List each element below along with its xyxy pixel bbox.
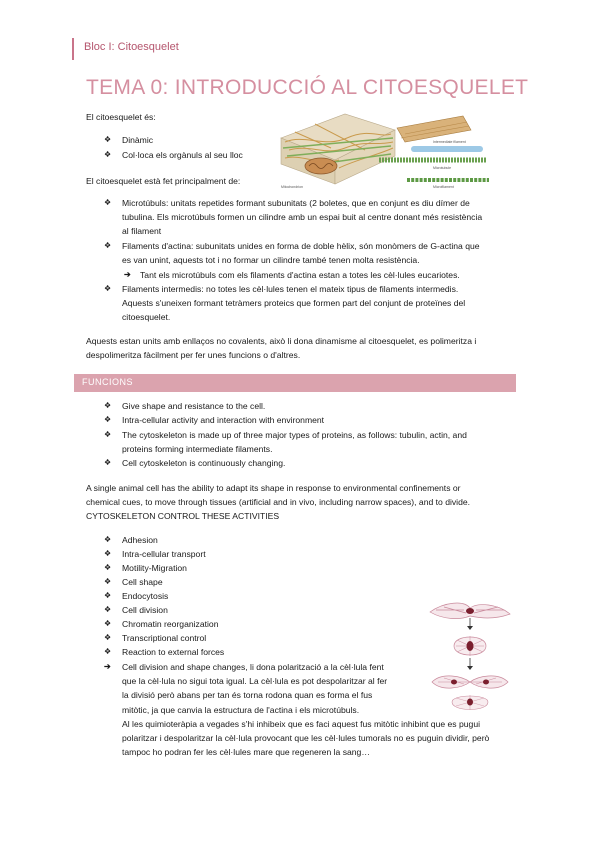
list-item: ❖ Intra-cellular transport [122, 547, 206, 561]
division-note: ➔ Cell division and shape changes, li dona polarització a la cèl·lula fent que la cèl·lula no sigui tota igual. La cèl·lula es pot despolaritzar al fer la divisió però abans per tan és torna rodona quan es forma el fus mitòtic, ja que canvia la estructura de l'actina i els microtúbuls. [104, 662, 388, 715]
microtubule-label: Microtubule [433, 166, 452, 170]
diamond-bullet-icon: ❖ [104, 563, 112, 572]
list-item: ❖ Endocytosis [122, 589, 168, 603]
list-item: ❖ Reaction to external forces [122, 645, 224, 659]
bonds-paragraph: Aquests estan units amb enllaços no covalents, això li dona dinamisme al citoesquelet, es polimeritza i despolimeritza fàcilment per fer unes funcions o d'altres. [86, 336, 477, 360]
diamond-bullet-icon: ❖ [104, 150, 112, 159]
microfilament-label: Microfilament [433, 185, 454, 189]
right-arrow-icon: ➔ [124, 270, 131, 279]
diamond-bullet-icon: ❖ [104, 135, 112, 144]
list-item: ❖ Microtúbuls: unitats repetides formant subunitats (2 boletes, que en conjunt es diu dímer de tubulina. Els microtúbuls formen un cilindre amb un espai buit al centre donant més resistència al filament [104, 198, 483, 237]
diamond-bullet-icon: ❖ [104, 577, 112, 586]
diamond-bullet-icon: ❖ [104, 591, 112, 600]
page-header: Bloc I: Citoesquelet [84, 41, 179, 53]
cytoskeleton-figure [275, 108, 515, 192]
list-item: ❖ Give shape and resistance to the cell. [122, 399, 265, 413]
intermediate-filament-label: Intermediate filament [433, 140, 466, 144]
list-item: ❖ Motility-Migration [122, 561, 187, 575]
diamond-bullet-icon: ❖ [104, 198, 112, 207]
diamond-bullet-icon: ❖ [104, 605, 112, 614]
diamond-bullet-icon: ❖ [104, 549, 112, 558]
diamond-bullet-icon: ❖ [104, 241, 112, 250]
diamond-bullet-icon: ❖ [104, 458, 112, 467]
section-header-funcions [74, 374, 516, 392]
list-item: ❖ Filaments d'actina: subunitats unides en forma de doble hèlix, són monòmers de G-actina que es van unint, aquests tot i no formar un cilindre també tenen molta resistència. [104, 241, 480, 266]
list-item: ❖ Adhesion [122, 533, 158, 547]
diamond-bullet-icon: ❖ [104, 401, 112, 410]
list-item: ❖ Col·loca els orgànuls al seu lloc [122, 148, 243, 162]
list-item: ❖ Cell cytoskeleton is continuously changing. [122, 456, 285, 470]
diamond-bullet-icon: ❖ [104, 535, 112, 544]
diamond-bullet-icon: ❖ [104, 430, 112, 439]
arrow-note: ➔ Tant els microtúbuls com els filaments d'actina estan a totes les cèl·lules eucariotes. [140, 268, 460, 282]
diamond-bullet-icon: ❖ [104, 284, 112, 293]
section-title: FUNCIONS [82, 377, 133, 387]
list-item: ❖ Transcriptional control [122, 631, 206, 645]
cell-division-figure [424, 598, 516, 716]
division-note-continued: Al les quimioteràpia a vegades s'hi inhibeix que es faci aquest fus mitòtic inhibint que es pugui polaritzar i despolaritzar la cèl·lula provocant que les cèl·lules tumorals no es puguin dividir, però tampoc ho podran fer les cèl·lules mare que regeneren la sang… [122, 719, 490, 758]
header-accent-bar [72, 38, 74, 60]
diamond-bullet-icon: ❖ [104, 647, 112, 656]
mitochondrion-label: Mitochondrion [281, 185, 303, 189]
list-item: ❖ Filaments intermedis: no totes les cèl·lules tenen el mateix tipus de filaments intermedis. Aquests s'uneixen formant tetràmers proteics que formen part del conjunt de proteïnes del citoesquelet. [104, 284, 466, 323]
diamond-bullet-icon: ❖ [104, 415, 112, 424]
list-item: ❖ Cell shape [122, 575, 163, 589]
right-arrow-icon: ➔ [104, 662, 111, 671]
list-item: ❖ The cytoskeleton is made up of three major types of proteins, as follows: tubulin, actin, and proteins forming intermediate filaments. [104, 430, 467, 455]
list-item: ❖ Chromatin reorganization [122, 617, 219, 631]
mitochondrion-shape [305, 158, 337, 174]
diamond-bullet-icon: ❖ [104, 633, 112, 642]
diamond-bullet-icon: ❖ [104, 619, 112, 628]
intro-lead-2: El citoesquelet està fet principalment de: [86, 176, 241, 186]
page-title: TEMA 0: INTRODUCCIÓ AL CITOESQUELET [86, 76, 529, 99]
list-item: ❖ Intra-cellular activity and interaction with environment [122, 413, 324, 427]
list-item: ❖ Dinàmic [122, 133, 153, 147]
list-item: ❖ Cell division [122, 603, 168, 617]
intro-lead: El citoesquelet és: [86, 112, 156, 122]
activities-paragraph: A single animal cell has the ability to adapt its shape in response to environmental confinements or chemical cues, to move through tissues (artificial and in vivo, including narrow spaces), and to divide. CYTOSKELETON CONTROL THESE ACTIVITIES [86, 483, 471, 521]
